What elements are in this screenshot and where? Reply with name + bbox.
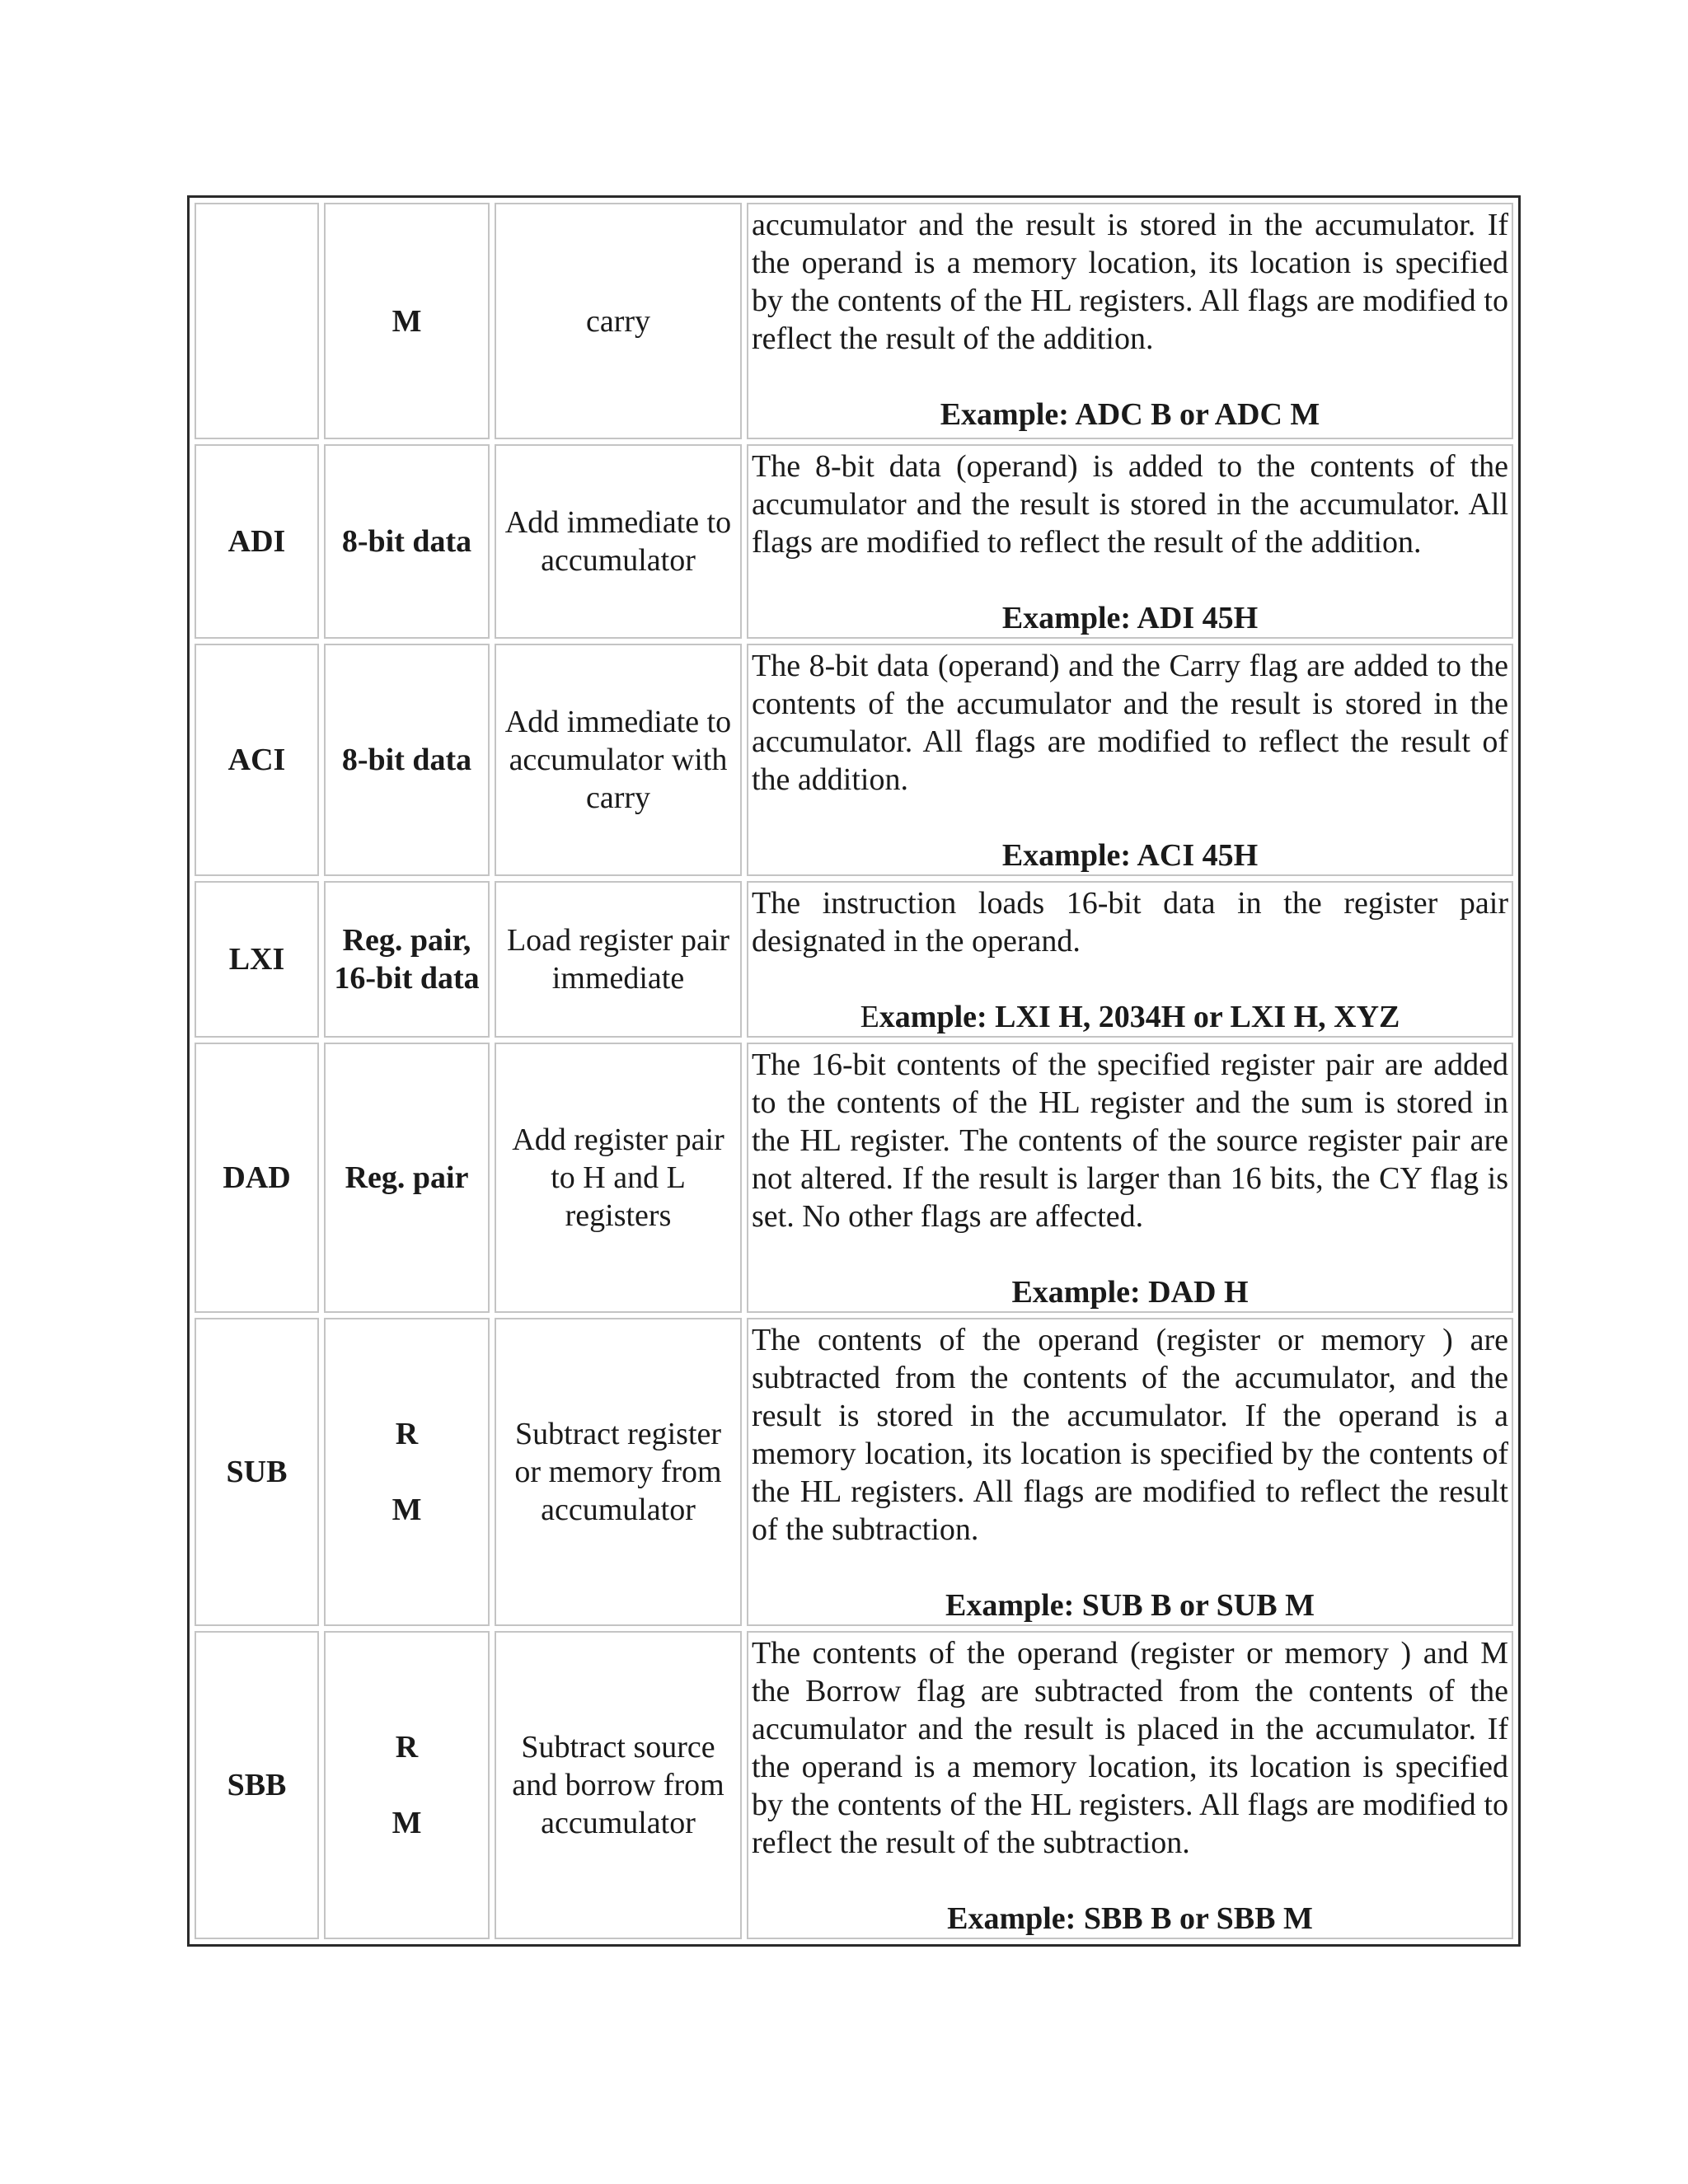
description-cell [747, 881, 1513, 1038]
operand-cell: Reg. pair [324, 1043, 490, 1313]
instruction-name-cell: carry [495, 203, 742, 439]
description-cell [747, 1318, 1513, 1626]
description-text: accumulator and the result is stored in the accumulator. If the operand is a memory location, its location is specified by the contents of the HL registers. All flags are modified to reflect the result of the addition. [752, 208, 1508, 356]
opcode-cell: SUB [195, 1318, 319, 1626]
example-text: Example: SBB B or SBB M [947, 1901, 1313, 1936]
operand-line: M [392, 1806, 422, 1840]
description-cell [747, 644, 1513, 876]
example-prefix: E [860, 1000, 879, 1034]
operand-cell: 8-bit data [324, 644, 490, 876]
instruction-name-cell: Add register pair to H and L registers [495, 1043, 742, 1313]
example-text: Example: DAD H [1011, 1275, 1249, 1310]
operand-line: R [395, 1730, 419, 1765]
operand-cell: 8-bit data [324, 444, 490, 639]
description-text: The instruction loads 16-bit data in the register pair designated in the operand. [752, 886, 1508, 958]
opcode-cell: ACI [195, 644, 319, 876]
description-cell [747, 1043, 1513, 1313]
operand-line: M [392, 1493, 422, 1527]
opcode-cell [195, 203, 319, 439]
table-row [195, 444, 1513, 639]
instruction-name-cell: Subtract source and borrow from accumulator [495, 1631, 742, 1939]
table-row [195, 644, 1513, 876]
example-text: Example: SUB B or SUB M [945, 1588, 1315, 1623]
description-text: The 16-bit contents of the specified register pair are added to the contents of the HL register and the sum is stored in the HL register. The contents of the source register pair are not altered. If the result is larger than 16 bits, the CY flag is set. No other flags are affected. [752, 1047, 1508, 1234]
description-text: The contents of the operand (register or memory ) are subtracted from the contents of the accumulator, and the result is stored in the accumulator. If the operand is a memory location, its location is specified by the contents of the HL registers. All flags are modified to reflect the result of the subtraction. [752, 1323, 1508, 1547]
operand-cell: M [324, 203, 490, 439]
instruction-table [187, 195, 1521, 1947]
opcode-cell: DAD [195, 1043, 319, 1313]
table-row [195, 1631, 1513, 1939]
opcode-cell: SBB [195, 1631, 319, 1939]
table-row [195, 881, 1513, 1038]
instruction-name-cell: Subtract register or memory from accumulator [495, 1318, 742, 1626]
opcode-cell: ADI [195, 444, 319, 639]
operand-line: R [395, 1417, 419, 1451]
operand-cell [324, 1318, 490, 1626]
table-row [195, 1318, 1513, 1626]
description-cell [747, 1631, 1513, 1939]
operand-cell [324, 1631, 490, 1939]
example-text: Example: ADI 45H [1001, 601, 1259, 635]
instruction-name-cell: Add immediate to accumulator [495, 444, 742, 639]
description-text: The contents of the operand (register or memory ) and M the Borrow flag are subtracted from the contents of the accumulator and the result is placed in the accumulator. If the operand is a memory location, its location is specified by the contents of the HL registers. All flags are modified to reflect the result of the subtraction. [752, 1636, 1508, 1860]
description-text: The 8-bit data (operand) is added to the contents of the accumulator and the result is stored in the accumulator. All flags are modified to reflect the result of the addition. [752, 449, 1508, 560]
example-body: xample: LXI H, 2034H or LXI H, XYZ [879, 1000, 1400, 1034]
instruction-name-cell: Load register pair immediate [495, 881, 742, 1038]
operand-cell: Reg. pair, 16-bit data [324, 881, 490, 1038]
example-text: Example: ADC B or ADC M [940, 397, 1320, 432]
instruction-name-cell: Add immediate to accumulator with carry [495, 644, 742, 876]
description-text: The 8-bit data (operand) and the Carry flag are added to the contents of the accumulator and the result is stored in the accumulator. All flags are modified to reflect the result of the addition. [752, 649, 1508, 797]
table-row [195, 1043, 1513, 1313]
opcode-cell: LXI [195, 881, 319, 1038]
example-text [752, 998, 1508, 1036]
table-row [195, 203, 1513, 439]
description-cell [747, 203, 1513, 439]
description-cell [747, 444, 1513, 639]
example-text: Example: ACI 45H [1001, 838, 1259, 873]
